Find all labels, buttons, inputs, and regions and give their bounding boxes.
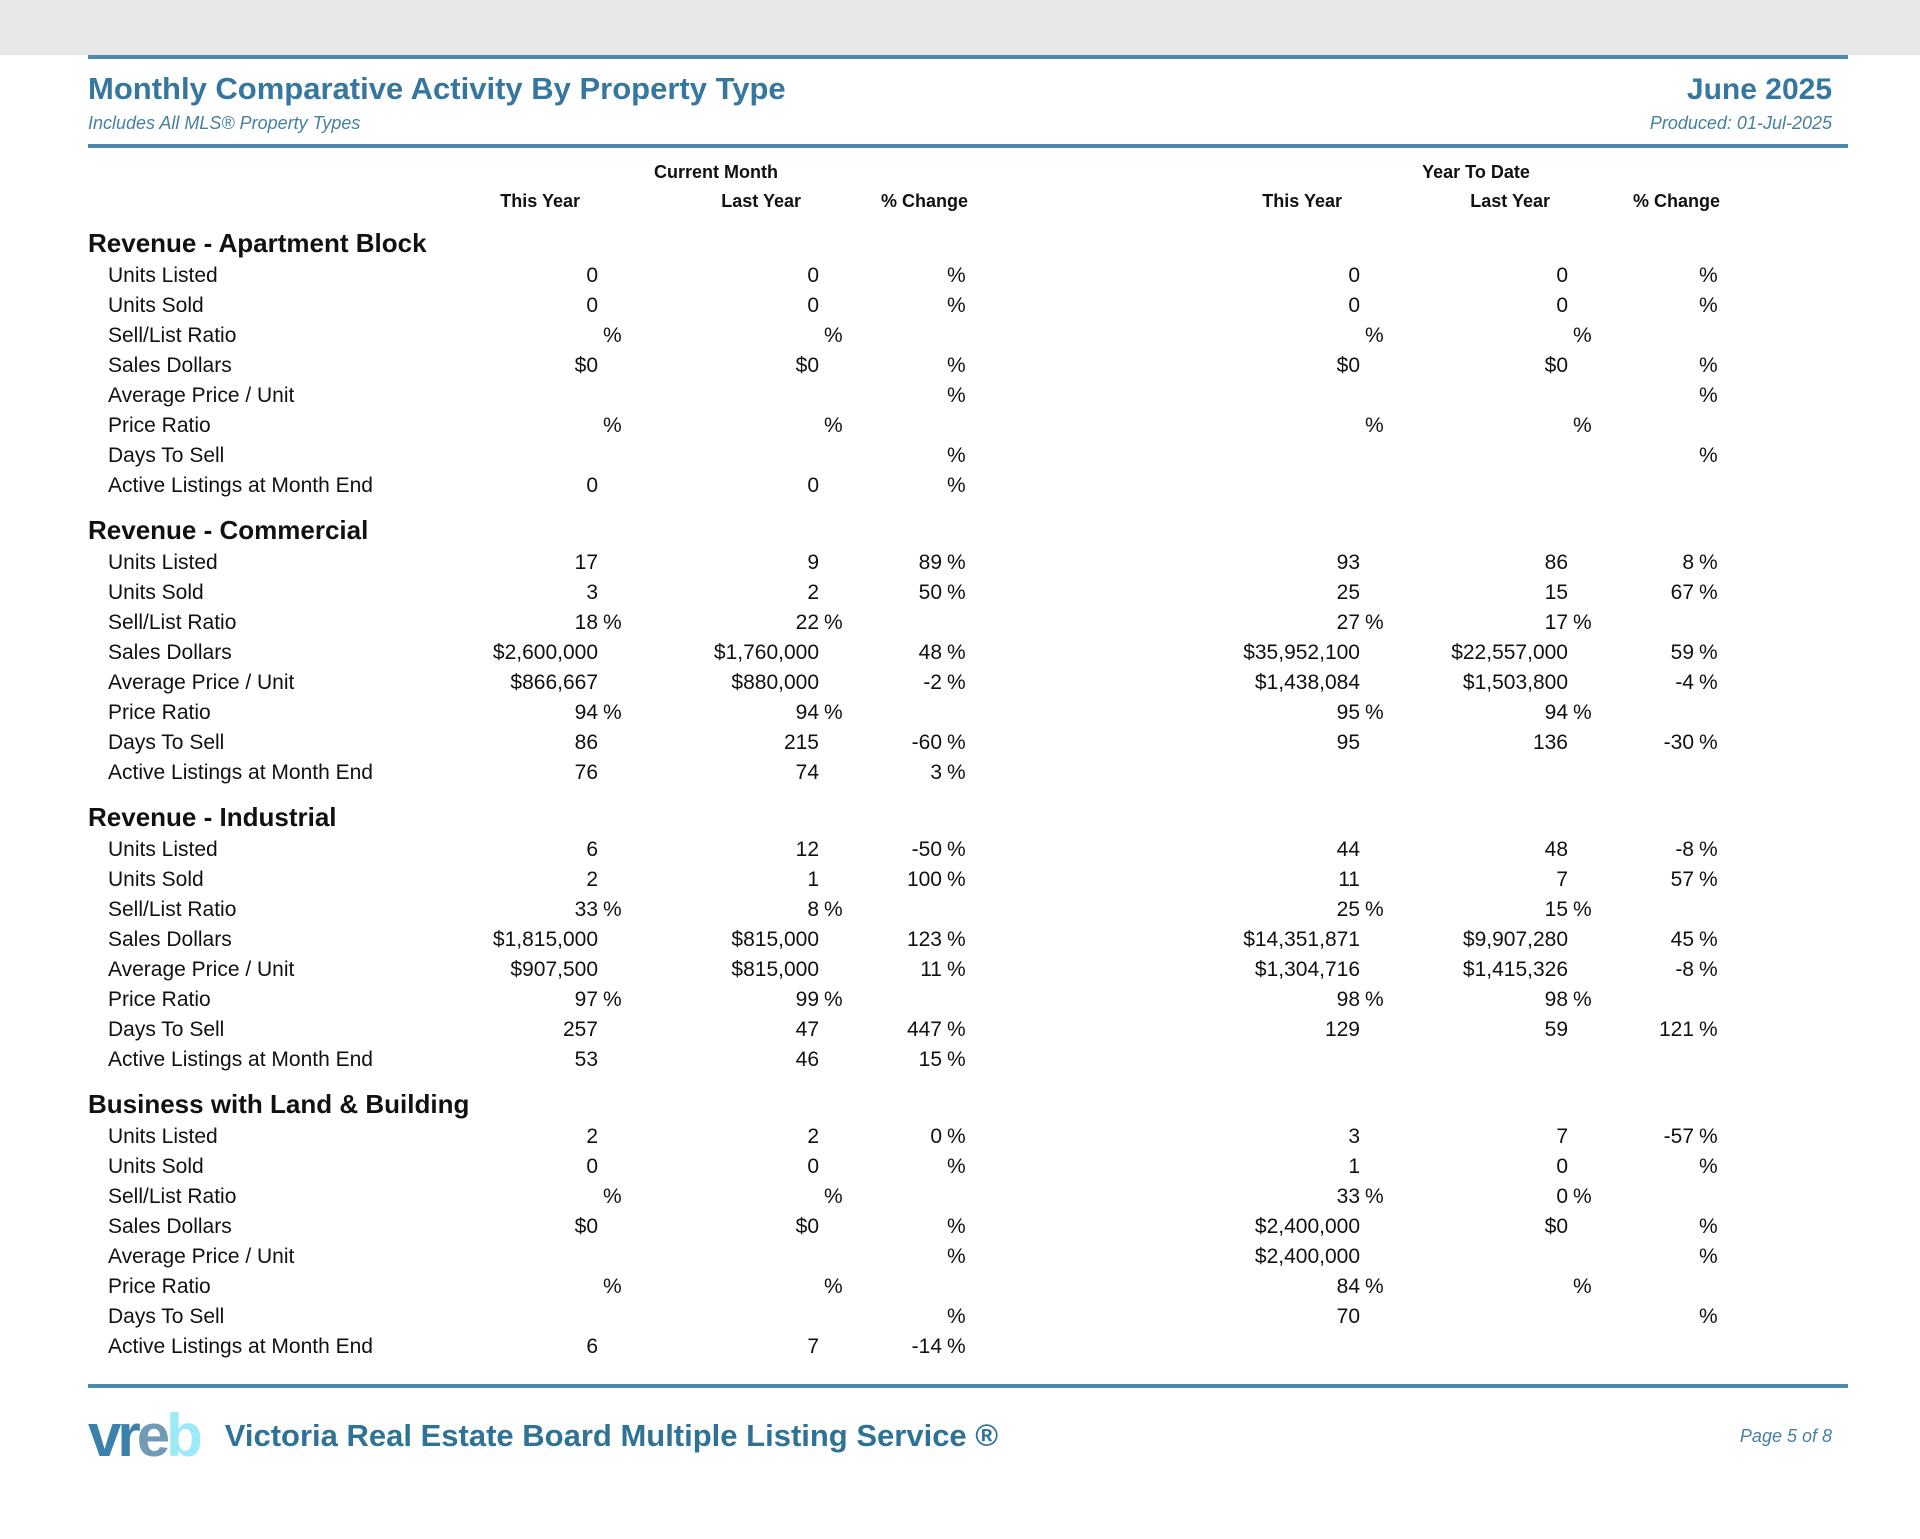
table-cell: $866,667 [510, 671, 598, 694]
table-cell: 94 % [1544, 701, 1592, 724]
table-cell: 89 % [918, 551, 966, 574]
table-cell: $0 [795, 354, 819, 377]
report-footer [88, 1396, 1832, 1476]
column-header-cm-last-year: Last Year [721, 190, 801, 211]
table-cell: $907,500 [510, 958, 598, 981]
table-cell: $1,304,716 [1254, 958, 1360, 981]
row-label: Units Listed [108, 838, 218, 861]
table-cell: % [1699, 294, 1718, 317]
table-cell: 8 % [1682, 551, 1718, 574]
table-cell: $2,600,000 [492, 641, 598, 664]
table-cell: 99 % [795, 988, 843, 1011]
table-cell: $0 [574, 1215, 598, 1238]
table-cell: % [947, 1155, 966, 1178]
table-cell: % [947, 1215, 966, 1238]
table-cell: 9 [807, 551, 819, 574]
table-cell: % [824, 1185, 843, 1208]
table-cell: 11 % [920, 958, 966, 981]
row-label: Sell/List Ratio [108, 898, 237, 921]
table-row [88, 835, 1920, 865]
table-cell: 53 [574, 1048, 598, 1071]
table-cell: $9,907,280 [1462, 928, 1568, 951]
page-title: Monthly Comparative Activity By Property Type [88, 71, 786, 106]
row-label: Sell/List Ratio [108, 1185, 237, 1208]
table-cell: 17 % [1544, 611, 1592, 634]
table-row [88, 865, 1920, 895]
table-row [88, 1212, 1920, 1242]
row-label: Units Sold [108, 294, 204, 317]
table-cell: % [1699, 384, 1718, 407]
row-label: Days To Sell [108, 1018, 225, 1041]
footer-divider [88, 1384, 1848, 1388]
table-cell: $0 [1336, 354, 1360, 377]
table-row [88, 471, 1920, 501]
table-cell: % [1699, 1155, 1718, 1178]
table-cell: 98 % [1336, 988, 1384, 1011]
table-cell: $1,415,326 [1462, 958, 1568, 981]
row-label: Days To Sell [108, 1305, 225, 1328]
table-section [0, 801, 1920, 1075]
section-rows [0, 1122, 1920, 1362]
table-cell: 18 % [574, 611, 622, 634]
table-cell: % [1699, 264, 1718, 287]
row-label: Active Listings at Month End [108, 1335, 373, 1358]
table-cell: % [947, 294, 966, 317]
row-label: Days To Sell [108, 731, 225, 754]
row-label: Average Price / Unit [108, 958, 295, 981]
group-header-current-month: Current Month [654, 162, 778, 182]
table-section [0, 1088, 1920, 1362]
section-title: Revenue - Commercial [88, 515, 369, 545]
table-cell: 94 % [795, 701, 843, 724]
table-cell: -14 % [911, 1335, 966, 1358]
table-cell: 48 % [918, 641, 966, 664]
row-label: Sell/List Ratio [108, 611, 237, 634]
table-cell: 33 % [1336, 1185, 1384, 1208]
table-cell: 0 [807, 264, 819, 287]
table-cell: 0 [807, 294, 819, 317]
table-row [88, 351, 1920, 381]
table-cell: 8 % [807, 898, 843, 921]
table-cell: 100 % [906, 868, 966, 891]
table-cell: 0 [1556, 294, 1568, 317]
table-cell: 97 % [574, 988, 622, 1011]
table-cell: 15 [1544, 581, 1568, 604]
column-header-row [88, 188, 1920, 214]
table-cell: $815,000 [731, 928, 819, 951]
table-row [88, 578, 1920, 608]
row-label: Active Listings at Month End [108, 1048, 373, 1071]
table-cell: 48 [1544, 838, 1568, 861]
row-label: Price Ratio [108, 414, 211, 437]
table-cell: % [947, 1245, 966, 1268]
table-row [88, 1332, 1920, 1362]
table-row [88, 1302, 1920, 1332]
table-row [88, 955, 1920, 985]
table-cell: -60 % [911, 731, 966, 754]
table-row [88, 548, 1920, 578]
table-row [88, 291, 1920, 321]
table-cell: 57 % [1670, 868, 1718, 891]
row-label: Sales Dollars [108, 641, 232, 664]
row-label: Units Sold [108, 1155, 204, 1178]
table-cell: $0 [1544, 1215, 1568, 1238]
table-cell: $1,760,000 [713, 641, 819, 664]
table-row [88, 321, 1920, 351]
table-cell: % [947, 474, 966, 497]
logo-letters-vr: vr [88, 1402, 137, 1469]
table-cell: 0 [1556, 1155, 1568, 1178]
table-row [88, 411, 1920, 441]
table-cell: $1,815,000 [492, 928, 598, 951]
table-cell: 0 [807, 474, 819, 497]
table-cell: % [1699, 1305, 1718, 1328]
row-label: Units Listed [108, 264, 218, 287]
table-row [88, 925, 1920, 955]
table-cell: % [603, 1275, 622, 1298]
table-cell: 3 [586, 581, 598, 604]
table-cell: 0 [807, 1155, 819, 1178]
row-label: Units Sold [108, 581, 204, 604]
table-body [0, 227, 1920, 1362]
table-cell: 2 [807, 581, 819, 604]
row-label: Sales Dollars [108, 928, 232, 951]
table-row [88, 1152, 1920, 1182]
table-cell: 123 % [906, 928, 966, 951]
table-cell: $14,351,871 [1243, 928, 1360, 951]
table-cell: 0 % [1556, 1185, 1592, 1208]
row-label: Units Sold [108, 868, 204, 891]
table-cell: $1,438,084 [1254, 671, 1360, 694]
table-cell: % [947, 264, 966, 287]
row-label: Days To Sell [108, 444, 225, 467]
table-cell: 0 [586, 1155, 598, 1178]
table-cell: 50 % [918, 581, 966, 604]
table-cell: -8 % [1675, 958, 1718, 981]
table-cell: % [603, 414, 622, 437]
table-row [88, 728, 1920, 758]
logo-letter-b: b [166, 1402, 199, 1469]
table-cell: 94 % [574, 701, 622, 724]
table-cell: 7 [1556, 1125, 1568, 1148]
row-label: Average Price / Unit [108, 671, 295, 694]
table-row [88, 1122, 1920, 1152]
table-row [88, 1015, 1920, 1045]
table-cell: 2 [586, 1125, 598, 1148]
table-cell: % [1699, 444, 1718, 467]
table-cell: 7 [807, 1335, 819, 1358]
column-header-cm-this-year: This Year [500, 190, 580, 211]
table-cell: 0 [1556, 264, 1568, 287]
row-label: Sales Dollars [108, 354, 232, 377]
table-cell: 98 % [1544, 988, 1592, 1011]
table-header [0, 162, 1920, 214]
table-cell: 257 [562, 1018, 598, 1041]
section-title: Business with Land & Building [88, 1089, 470, 1119]
table-cell: 121 % [1658, 1018, 1718, 1041]
table-cell: % [603, 324, 622, 347]
row-label: Average Price / Unit [108, 384, 295, 407]
table-cell: -57 % [1663, 1125, 1718, 1148]
table-cell: 12 [795, 838, 819, 861]
table-cell: % [1573, 414, 1592, 437]
table-cell: % [947, 444, 966, 467]
table-cell: 76 [574, 761, 598, 784]
table-cell: 17 [574, 551, 598, 574]
table-cell: 0 [1348, 264, 1360, 287]
table-cell: 447 % [906, 1018, 966, 1041]
page-number: Page 5 of 8 [1739, 1425, 1832, 1446]
top-divider [88, 55, 1848, 59]
table-cell: 3 % [930, 761, 966, 784]
table-cell: % [947, 354, 966, 377]
table-cell: $2,400,000 [1254, 1215, 1360, 1238]
table-cell: 0 [586, 294, 598, 317]
table-row [88, 608, 1920, 638]
table-cell: 33 % [574, 898, 622, 921]
column-header-cm-pct-change: % Change [880, 190, 968, 211]
table-section [0, 514, 1920, 788]
table-row [88, 1182, 1920, 1212]
produced-date: Produced: 01-Jul-2025 [1649, 113, 1832, 133]
table-cell: 0 % [930, 1125, 966, 1148]
table-row [88, 1045, 1920, 1075]
row-label: Sales Dollars [108, 1215, 232, 1238]
table-cell: % [1699, 354, 1718, 377]
table-cell: % [824, 1275, 843, 1298]
report-subtitle: Includes All MLS® Property Types [88, 113, 361, 133]
row-label: Units Listed [108, 551, 218, 574]
table-cell: 136 [1532, 731, 1568, 754]
table-cell: $880,000 [731, 671, 819, 694]
table-cell: 15 % [918, 1048, 966, 1071]
table-cell: 59 % [1670, 641, 1718, 664]
row-label: Units Listed [108, 1125, 218, 1148]
table-row [88, 441, 1920, 471]
table-cell: 215 [783, 731, 819, 754]
table-cell: -50 % [911, 838, 966, 861]
report-header [88, 71, 1832, 107]
report-month: June 2025 [1686, 73, 1832, 106]
table-row [88, 985, 1920, 1015]
table-cell: 0 [586, 474, 598, 497]
table-cell: $22,557,000 [1451, 641, 1568, 664]
table-cell: 7 [1556, 868, 1568, 891]
table-cell: 1 [1348, 1155, 1360, 1178]
table-cell: 86 [1544, 551, 1568, 574]
section-title: Revenue - Apartment Block [88, 228, 427, 258]
table-cell: -4 % [1675, 671, 1718, 694]
table-cell: 84 % [1336, 1275, 1384, 1298]
table-cell: 46 [795, 1048, 819, 1071]
table-cell: 15 % [1544, 898, 1592, 921]
table-cell: % [824, 324, 843, 347]
table-cell: % [1365, 324, 1384, 347]
row-label: Active Listings at Month End [108, 761, 373, 784]
table-row [88, 1272, 1920, 1302]
row-label: Price Ratio [108, 988, 211, 1011]
table-cell: 93 [1336, 551, 1360, 574]
table-cell: % [1573, 1275, 1592, 1298]
table-section [0, 227, 1920, 501]
group-header-row [0, 162, 1920, 188]
table-cell: 25 % [1336, 898, 1384, 921]
table-cell: % [824, 414, 843, 437]
table-cell: 44 [1336, 838, 1360, 861]
column-header-ytd-pct-change: % Change [1632, 190, 1720, 211]
row-label: Price Ratio [108, 701, 211, 724]
table-cell: 70 [1336, 1305, 1360, 1328]
column-header-ytd-this-year: This Year [1262, 190, 1342, 211]
table-cell: $35,952,100 [1243, 641, 1360, 664]
table-cell: 129 [1324, 1018, 1360, 1041]
table-cell: 2 [807, 1125, 819, 1148]
row-label: Sell/List Ratio [108, 324, 237, 347]
table-row [88, 1242, 1920, 1272]
table-cell: $815,000 [731, 958, 819, 981]
table-cell: 6 [586, 1335, 598, 1358]
row-label: Active Listings at Month End [108, 474, 373, 497]
table-cell: % [947, 1305, 966, 1328]
vreb-logo [88, 1402, 199, 1469]
table-cell: % [947, 384, 966, 407]
footer-brand: Victoria Real Estate Board Multiple Listing Service ® [224, 1418, 999, 1453]
table-cell: 67 % [1670, 581, 1718, 604]
table-cell: 6 [586, 838, 598, 861]
table-cell: 22 % [795, 611, 843, 634]
table-row [88, 698, 1920, 728]
table-row [88, 261, 1920, 291]
table-cell: 74 [795, 761, 819, 784]
table-cell: $0 [1544, 354, 1568, 377]
section-title: Revenue - Industrial [88, 802, 337, 832]
table-cell: 0 [586, 264, 598, 287]
table-cell: % [1699, 1215, 1718, 1238]
table-cell: % [1365, 414, 1384, 437]
table-cell: $0 [795, 1215, 819, 1238]
table-cell: 95 [1336, 731, 1360, 754]
table-cell: 1 [807, 868, 819, 891]
header-divider [88, 144, 1848, 148]
table-cell: 45 % [1670, 928, 1718, 951]
section-rows [0, 261, 1920, 501]
table-cell: % [1699, 1245, 1718, 1268]
table-cell: 25 [1336, 581, 1360, 604]
logo-letter-e: e [136, 1402, 167, 1469]
table-cell: 95 % [1336, 701, 1384, 724]
report-subheader [88, 113, 1832, 134]
table-cell: 2 [586, 868, 598, 891]
section-rows [0, 548, 1920, 788]
table-cell: 47 [795, 1018, 819, 1041]
table-cell: $2,400,000 [1254, 1245, 1360, 1268]
table-row [88, 381, 1920, 411]
table-row [88, 638, 1920, 668]
section-rows [0, 835, 1920, 1075]
table-row [88, 758, 1920, 788]
table-cell: 3 [1348, 1125, 1360, 1148]
group-header-year-to-date: Year To Date [1422, 162, 1530, 182]
table-cell: 59 [1544, 1018, 1568, 1041]
table-cell: 0 [1348, 294, 1360, 317]
table-row [88, 895, 1920, 925]
table-cell: 27 % [1336, 611, 1384, 634]
table-cell: -30 % [1663, 731, 1718, 754]
table-cell: $0 [574, 354, 598, 377]
table-cell: 86 [574, 731, 598, 754]
table-cell: $1,503,800 [1462, 671, 1568, 694]
table-cell: -8 % [1675, 838, 1718, 861]
column-header-ytd-last-year: Last Year [1470, 190, 1550, 211]
table-cell: % [603, 1185, 622, 1208]
table-cell: -2 % [923, 671, 966, 694]
table-cell: 11 [1338, 868, 1360, 891]
table-cell: % [1573, 324, 1592, 347]
row-label: Average Price / Unit [108, 1245, 295, 1268]
row-label: Price Ratio [108, 1275, 211, 1298]
table-row [88, 668, 1920, 698]
report-page [0, 55, 1920, 1539]
